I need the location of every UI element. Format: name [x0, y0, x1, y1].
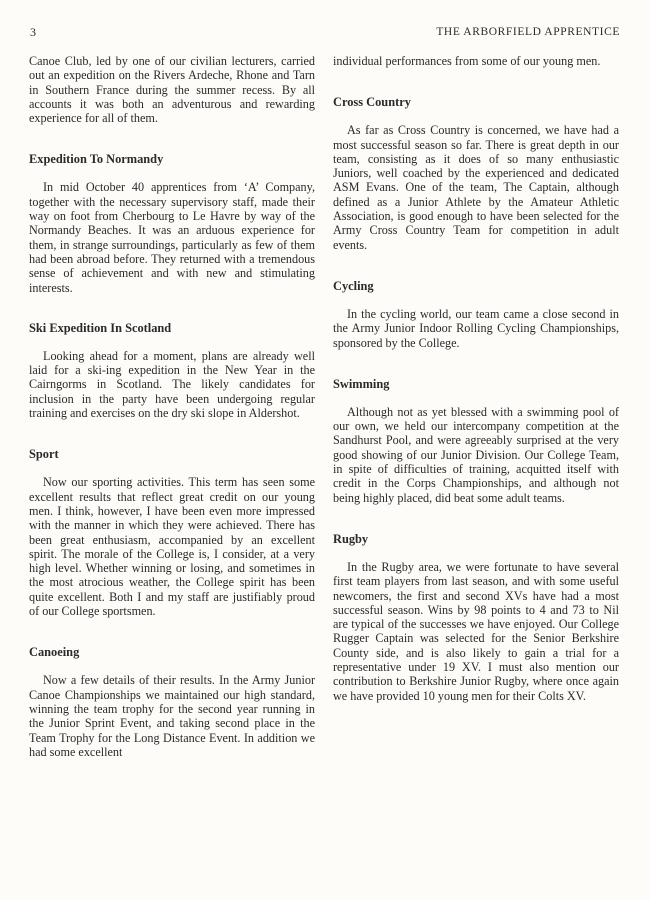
- continuation-paragraph: individual performances from some of our young men.: [333, 54, 601, 68]
- ski-heading: Ski Expedition In Scotland: [29, 320, 172, 335]
- swimming-heading: Swimming: [333, 376, 390, 391]
- sport-heading: Sport: [29, 447, 59, 462]
- page-number: 3: [30, 25, 36, 39]
- canoeing-heading: Canoeing: [29, 645, 80, 660]
- right-column: [333, 54, 619, 703]
- normandy-paragraph: In mid October 40 apprentices from ‘A’ Company, together with the necessary supervisory staff, made their way on foot from Cherbourg to Le Havre by way of the Normandy Beaches. It was an arduous experience for them, in strange surroundings, particularly as few of them had been abroad before. They returned with a tremendous sense of achievement and with new and stimulating interests.: [29, 180, 315, 295]
- swimming-paragraph: Although not as yet blessed with a swimming pool of our own, we held our intercompany competition at the Sandhurst Pool, and were agreeably surprised at the very good showing of our Junior Division. Our College Team, in spite of difficulties of training, acquitted itself with credit in the Corps Championships, and although not being highly placed, did beat some adult teams.: [333, 404, 619, 505]
- cycling-heading: Cycling: [333, 278, 374, 293]
- rugby-heading: Rugby: [333, 531, 369, 546]
- cross-country-heading: Cross Country: [333, 95, 411, 110]
- sport-paragraph: Now our sporting activities. This term has seen some excellent results that reflect great credit on our young men. I think, however, I have been even more impressed with the manner in which they were achieved. There has been great enthusiasm, accompanied by an excellent spirit. The morale of the College is, I consider, at a very high level. Whether winning or losing, and sometimes in the most atrocious weather, the College spirit has been quite excellent. Both I and my staff are justifiably proud of our College sportsmen.: [29, 475, 315, 619]
- rugby-paragraph: In the Rugby area, we were fortunate to have several first team players from last season, and with some useful newcomers, the first and second XVs have had a most successful season. Wins by 98 points to 4 and 73 to Nil are typical of the successes we have enjoyed. Our College Rugger Captain was selected for the Senior Berkshire County side, and is also likely to gain a trial for a representative under 19 XV. I must also mention our contribution to Berkshire Junior Rugby, where once again we have provided 10 young men for their Colts XV.: [333, 559, 619, 703]
- ski-paragraph: Looking ahead for a moment, plans are already well laid for a ski-ing expedition in the New Year in the Cairngorms in Scotland. The likely candidates for inclusion in the party have been undergoing regular training and exercises on the dry ski slope in Aldershot.: [29, 348, 315, 421]
- cycling-paragraph: In the cycling world, our team came a close second in the Army Junior Indoor Rolling Cycling Championships, sponsored by the College.: [333, 306, 619, 350]
- intro-paragraph: Canoe Club, led by one of our civilian lecturers, carried out an expedition on the Rivers Ardeche, Rhone and Tarn in Southern France during the summer recess. By all accounts it was both an adventurous and rewarding experience for all of them.: [29, 54, 315, 126]
- normandy-heading: Expedition To Normandy: [29, 152, 164, 167]
- canoeing-paragraph: Now a few details of their results. In the Army Junior Canoe Championships we maintained our high standard, winning the team trophy for the second year running in the Junior Sprint Event, and taking second place in the Team Trophy for the Long Distance Event. In addition we had some excellent: [29, 673, 315, 759]
- running-title: THE ARBORFIELD APPRENTICE: [436, 26, 620, 38]
- left-column: [29, 54, 315, 759]
- cross-country-paragraph: As far as Cross Country is concerned, we have had a most successful season so far. There is great depth in our team, consisting as it does of so many enthusiastic Juniors, well coached by the experienced and dedicated ASM Evans. One of the team, The Captain, although defined as a Junior Athlete by the Amateur Athletic Association, is good enough to have been selected for the Army Cross Country Team for competition in adult events.: [333, 123, 619, 252]
